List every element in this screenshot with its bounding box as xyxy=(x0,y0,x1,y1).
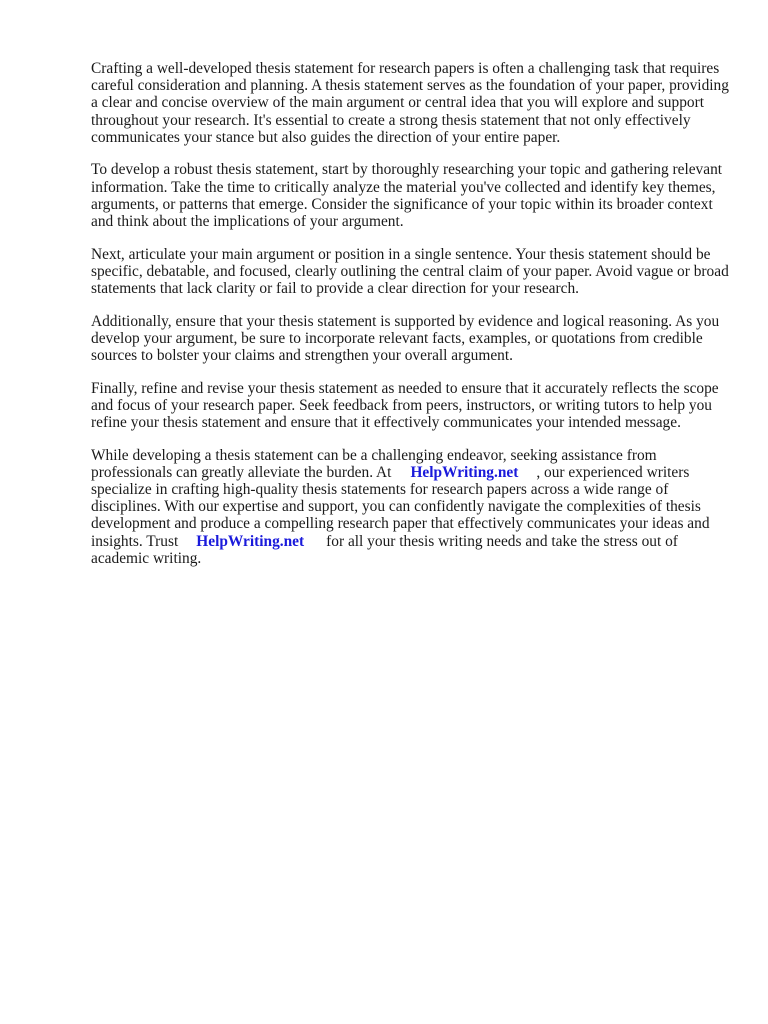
paragraph-closing xyxy=(91,447,731,567)
paragraph-evidence: Additionally, ensure that your thesis statement is supported by evidence and logical reasoning. As you develop your argument, be sure to incorporate relevant facts, examples, or quotations from credible sources to bolster your claims and strengthen your overall argument. xyxy=(91,312,720,365)
paragraph-develop: To develop a robust thesis statement, start by thoroughly researching your topic and gathering relevant information. Take the time to critically analyze the material you've collected and identify key themes, arguments, or patterns that emerge. Consider the significance of your topic within its broader context and think about the implications of your argument. xyxy=(91,161,723,231)
helpwriting-link-1[interactable]: HelpWriting.net xyxy=(410,463,519,481)
closing-text-1: While developing a thesis statement can be a challenging endeavor, seeking assistance from professionals can greatly alleviate the burden. At xyxy=(91,446,657,481)
closing-text-2: , our experienced writers specialize in crafting high-quality thesis statements for research papers across a wide range of disciplines. With our expertise and support, you can confidently navigate the complexities of thesis development and produce a compelling research paper that effectively communicates your ideas and insights. Trust xyxy=(91,463,710,550)
paragraph-articulate: Next, articulate your main argument or position in a single sentence. Your thesis statement should be specific, debatable, and focused, clearly outlining the central claim of your paper. Avoid vague or broad statements that lack clarity or fail to provide a clear direction for your research. xyxy=(91,245,729,298)
closing-text-3: for all your thesis writing needs and take the stress out of academic writing. xyxy=(91,532,678,567)
document-body xyxy=(91,60,731,582)
paragraph-intro: Crafting a well-developed thesis statement for research papers is often a challenging task that requires careful consideration and planning. A thesis statement serves as the foundation of your paper, providing a clear and concise overview of the main argument or central idea that you will explore and support throughout your research. It's essential to create a strong thesis statement that not only effectively communicates your stance but also guides the direction of your entire paper. xyxy=(91,60,729,146)
helpwriting-link-2[interactable]: HelpWriting.net xyxy=(196,532,305,550)
paragraph-refine: Finally, refine and revise your thesis statement as needed to ensure that it accurately reflects the scope and focus of your research paper. Seek feedback from peers, instructors, or writing tutors to help you refine your thesis statement and ensure that it effectively communicates your intended message. xyxy=(91,379,719,432)
